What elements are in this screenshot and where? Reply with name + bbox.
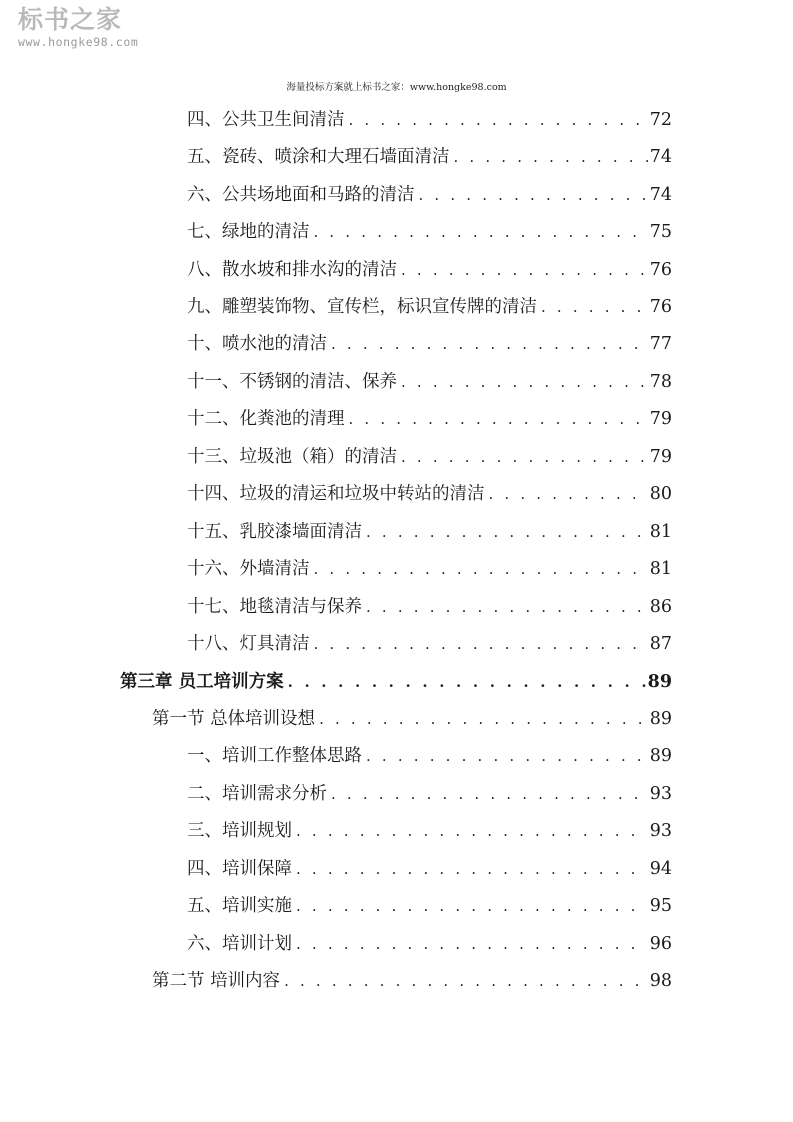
- toc-dot-leader: [485, 483, 649, 505]
- toc-entry-title: 第二节 培训内容: [152, 971, 281, 992]
- toc-dot-leader: [280, 970, 648, 992]
- toc-dot-leader: [397, 446, 648, 468]
- toc-dot-leader: [345, 408, 649, 430]
- toc-entry-page: 86: [649, 596, 672, 617]
- toc-entry[interactable]: [187, 887, 672, 925]
- toc-entry[interactable]: [187, 550, 672, 588]
- toc-dot-leader: [292, 933, 648, 955]
- toc-entry-page: 98: [649, 971, 672, 992]
- toc-entry[interactable]: [187, 588, 672, 626]
- toc-entry-page: 89: [649, 708, 672, 729]
- toc-entry-page: 95: [649, 896, 672, 917]
- toc-dot-leader: [397, 259, 648, 281]
- toc-entry-title: 十六、外墙清洁: [187, 559, 310, 580]
- toc-entry-page: 81: [649, 521, 672, 542]
- toc-entry-page: 96: [649, 933, 672, 954]
- toc-entry-title: 三、培训规划: [187, 821, 292, 842]
- logo-title: 标书之家: [18, 5, 123, 34]
- toc-entry-page: 77: [649, 334, 672, 355]
- toc-entry-title: 八、散水坡和排水沟的清洁: [187, 259, 397, 280]
- toc-entry-page: 79: [649, 446, 672, 467]
- toc-entry-title: 六、公共场地面和马路的清洁: [187, 184, 415, 205]
- toc-dot-leader: [397, 371, 648, 393]
- toc-entry[interactable]: [187, 401, 672, 439]
- toc-entry[interactable]: [187, 101, 672, 139]
- toc-entry[interactable]: [187, 850, 672, 888]
- toc-entry-title: 四、公共卫生间清洁: [187, 109, 345, 130]
- toc-entry-page: 81: [649, 559, 672, 580]
- toc-entry-page: 74: [649, 184, 672, 205]
- toc-entry[interactable]: [187, 213, 672, 251]
- toc-entry-title: 十四、垃圾的清运和垃圾中转站的清洁: [187, 484, 485, 505]
- logo-url: www.hongke98.com: [18, 35, 139, 49]
- toc-entry-page: 75: [649, 222, 672, 243]
- toc-dot-leader: [327, 333, 648, 355]
- toc-entry-title: 第一节 总体培训设想: [152, 708, 316, 729]
- toc-entry-title: 五、培训实施: [187, 896, 292, 917]
- toc-entry-title: 第三章 员工培训方案: [120, 671, 284, 692]
- header-note: 海量投标方案就上标书之家：www.hongke98.com: [286, 82, 507, 93]
- toc-entry[interactable]: [120, 663, 672, 701]
- toc-entry[interactable]: [187, 738, 672, 776]
- toc-entry-page: 89: [649, 746, 672, 767]
- toc-dot-leader: [292, 820, 648, 842]
- toc-entry-page: 87: [649, 634, 672, 655]
- toc-entry-page: 80: [649, 484, 672, 505]
- toc-dot-leader: [537, 296, 648, 318]
- toc-entry-title: 十三、垃圾池（箱）的清洁: [187, 446, 397, 467]
- toc-dot-leader: [292, 858, 648, 880]
- toc-entry[interactable]: [187, 438, 672, 476]
- toc-entry-page: 76: [649, 297, 672, 317]
- toc-entry[interactable]: [152, 962, 672, 1000]
- toc-entry-page: 76: [649, 259, 672, 280]
- toc-entry-page: 93: [649, 783, 672, 804]
- toc-entry-title: 六、培训计划: [187, 933, 292, 954]
- toc-entry-page: 74: [649, 147, 672, 168]
- site-logo: [18, 6, 138, 49]
- toc-entry-title: 九、雕塑装饰物、宣传栏，标识宣传牌的清洁: [187, 297, 537, 317]
- toc-entry-page: 89: [647, 671, 672, 692]
- toc-entry[interactable]: [187, 476, 672, 514]
- toc-entry-title: 十二、化粪池的清理: [187, 409, 345, 430]
- toc-dot-leader: [310, 633, 649, 655]
- toc-entry-title: 七、绿地的清洁: [187, 222, 310, 243]
- toc-entry[interactable]: [187, 775, 672, 813]
- toc-dot-leader: [450, 146, 649, 168]
- toc-entry[interactable]: [187, 363, 672, 401]
- toc-dot-leader: [310, 558, 649, 580]
- toc-entry-title: 二、培训需求分析: [187, 783, 327, 804]
- toc-dot-leader: [362, 596, 648, 618]
- toc-dot-leader: [327, 783, 648, 805]
- toc-dot-leader: [415, 184, 649, 206]
- toc-dot-leader: [362, 521, 648, 543]
- toc-dot-leader: [315, 708, 648, 730]
- toc-entry-title: 十、喷水池的清洁: [187, 334, 327, 355]
- toc-entry-title: 十八、灯具清洁: [187, 634, 310, 655]
- toc-entry-page: 79: [649, 409, 672, 430]
- toc-dot-leader: [362, 745, 648, 767]
- toc-entry[interactable]: [187, 513, 672, 551]
- toc-entry-title: 十五、乳胶漆墙面清洁: [187, 521, 362, 542]
- toc-entry-page: 72: [649, 109, 672, 130]
- toc-entry-page: 93: [649, 821, 672, 842]
- toc-dot-leader: [284, 671, 648, 693]
- toc-entry[interactable]: [152, 700, 672, 738]
- toc-entry[interactable]: [187, 288, 672, 326]
- toc-entry-title: 五、瓷砖、喷涂和大理石墙面清洁: [187, 147, 450, 168]
- toc-entry[interactable]: [187, 251, 672, 289]
- toc-entry[interactable]: [187, 176, 672, 214]
- toc-entry[interactable]: [187, 925, 672, 963]
- toc-entry-page: 78: [649, 371, 672, 392]
- toc-entry-title: 十七、地毯清洁与保养: [187, 596, 362, 617]
- toc-dot-leader: [310, 221, 649, 243]
- toc-entry[interactable]: [187, 326, 672, 364]
- toc-entry[interactable]: [187, 813, 672, 851]
- toc-entry-title: 四、培训保障: [187, 858, 292, 879]
- toc-entry-page: 94: [649, 858, 672, 879]
- toc-entry[interactable]: [187, 138, 672, 176]
- toc-entry[interactable]: [187, 625, 672, 663]
- toc-entry-title: 十一、不锈钢的清洁、保养: [187, 371, 397, 392]
- toc-dot-leader: [292, 895, 648, 917]
- toc-entry-title: 一、培训工作整体思路: [187, 746, 362, 767]
- toc-dot-leader: [345, 109, 649, 131]
